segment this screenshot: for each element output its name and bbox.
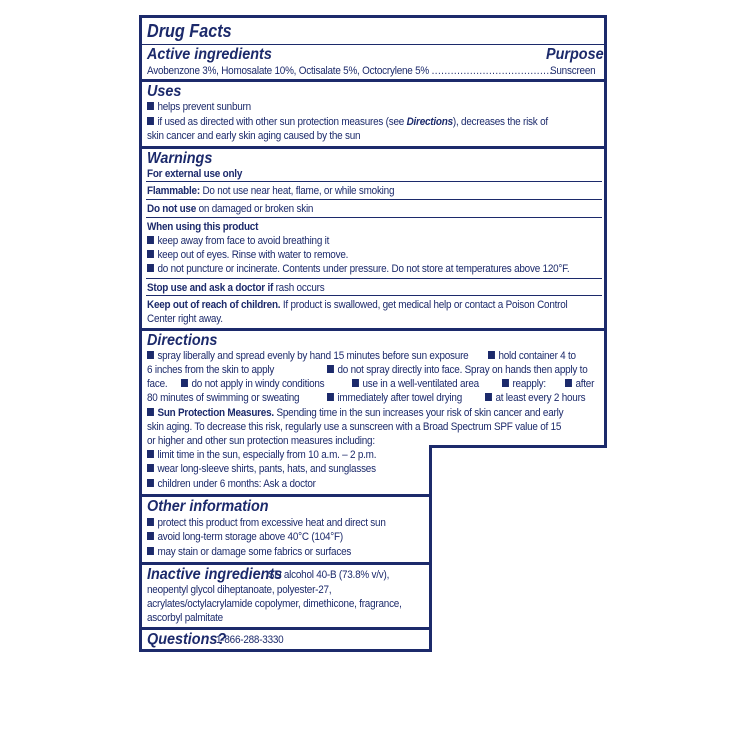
bullet-square-icon bbox=[502, 379, 509, 387]
inactive-heading: Inactive ingredients bbox=[147, 566, 283, 583]
warnings-wu1: keep away from face to avoid breathing it bbox=[147, 234, 329, 248]
divider-flammable bbox=[146, 199, 602, 200]
other-info-1: protect this product from excessive heat and direct sun bbox=[147, 516, 386, 530]
active-ingredients-heading: Active ingredients bbox=[147, 46, 272, 63]
questions-heading: Questions? bbox=[147, 631, 227, 648]
divider-directions bbox=[142, 494, 429, 497]
directions-line-2b: do not spray directly into face. Spray on hands then apply to bbox=[327, 363, 587, 377]
questions-phone: 1-866-288-3330 bbox=[216, 634, 284, 646]
divider-warnings bbox=[142, 328, 604, 331]
bullet-square-icon bbox=[147, 250, 154, 258]
directions-line-4a: 80 minutes of swimming or sweating bbox=[147, 392, 300, 404]
bullet-square-icon bbox=[147, 532, 154, 540]
directions-line-3d: reapply: bbox=[502, 377, 546, 391]
uses-item-2: if used as directed with other sun protection measures (see Directions), decreases the risk of bbox=[147, 115, 548, 129]
active-purpose-text: Sunscreen bbox=[550, 65, 596, 77]
bullet-square-icon bbox=[147, 236, 154, 244]
bullet-square-icon bbox=[147, 351, 154, 359]
purpose-heading: Purpose bbox=[546, 46, 604, 63]
warnings-donot: Do not use on damaged or broken skin bbox=[147, 203, 314, 215]
directions-heading: Directions bbox=[147, 332, 218, 349]
inactive-line-1: SD alcohol 40-B (73.8% v/v), bbox=[268, 569, 390, 581]
divider-active bbox=[142, 79, 604, 82]
bullet-square-icon bbox=[147, 547, 154, 555]
warnings-keep-out: Keep out of reach of children. If product is swallowed, get medical help or contact a Poison Control bbox=[147, 299, 568, 311]
directions-line-2: 6 inches from the skin to apply bbox=[147, 364, 275, 376]
bullet-square-icon bbox=[327, 365, 334, 373]
divider-title bbox=[142, 44, 604, 45]
active-ingredients-text bbox=[147, 64, 553, 78]
divider-stopuse bbox=[146, 295, 602, 296]
inactive-line-4: ascorbyl palmitate bbox=[147, 612, 223, 624]
inactive-line-2: neopentyl glycol diheptanoate, polyester-27, bbox=[147, 584, 332, 596]
warnings-wu2: keep out of eyes. Rinse with water to remove. bbox=[147, 248, 348, 262]
divider-inactive bbox=[142, 627, 429, 630]
directions-line-6: skin aging. To decrease this risk, regularly use a sunscreen with a Broad Spectrum SPF value of 15 bbox=[147, 421, 562, 433]
bullet-square-icon bbox=[147, 518, 154, 526]
directions-line-3b: do not apply in windy conditions bbox=[181, 377, 324, 391]
divider-donot bbox=[146, 217, 602, 218]
directions-line-4c: at least every 2 hours bbox=[485, 391, 585, 405]
warnings-external: For external use only bbox=[147, 168, 243, 180]
divider-uses bbox=[142, 146, 604, 149]
active-ingredients-list: Avobenzone 3%, Homosalate 10%, Octisalate 5%, Octocrylene 5% bbox=[147, 65, 430, 77]
bullet-square-icon bbox=[485, 393, 492, 401]
directions-line-7: or higher and other sun protection measures including: bbox=[147, 435, 375, 447]
inactive-line-3: acrylates/octylacrylamide copolymer, dimethicone, fragrance, bbox=[147, 598, 402, 610]
directions-line-3a: face. bbox=[147, 378, 168, 390]
bullet-square-icon bbox=[147, 450, 154, 458]
directions-bullet-3: children under 6 months: Ask a doctor bbox=[147, 477, 316, 491]
bullet-square-icon bbox=[352, 379, 359, 387]
directions-line-3c: use in a well-ventilated area bbox=[352, 377, 479, 391]
warnings-keep-out-cont: Center right away. bbox=[147, 313, 223, 325]
bullet-square-icon bbox=[327, 393, 334, 401]
other-info-2: avoid long-term storage above 40°C (104°F) bbox=[147, 530, 343, 544]
other-info-3: may stain or damage some fabrics or surfaces bbox=[147, 545, 351, 559]
directions-spm: Sun Protection Measures. Spending time in the sun increases your risk of skin cancer and early bbox=[147, 406, 563, 420]
bullet-square-icon bbox=[565, 379, 572, 387]
warnings-wu3: do not puncture or incinerate. Contents under pressure. Do not store at temperatures above 120°F. bbox=[147, 262, 569, 276]
uses-item-1: helps prevent sunburn bbox=[147, 100, 251, 114]
directions-bullet-1: limit time in the sun, especially from 10 a.m. – 2 p.m. bbox=[147, 448, 376, 462]
page-title: Drug Facts bbox=[147, 21, 232, 41]
bullet-square-icon bbox=[147, 102, 154, 110]
bullet-square-icon bbox=[147, 264, 154, 272]
warnings-flammable: Flammable: Do not use near heat, flame, or while smoking bbox=[147, 185, 395, 197]
divider-external bbox=[146, 181, 602, 182]
directions-line-1: spray liberally and spread evenly by hand 15 minutes before sun exposure bbox=[147, 349, 468, 363]
divider-whenusing bbox=[146, 278, 602, 279]
bullet-square-icon bbox=[181, 379, 188, 387]
bullet-square-icon bbox=[147, 408, 154, 416]
active-dot-leader: ...................................... bbox=[431, 65, 553, 77]
directions-bullet-2: wear long-sleeve shirts, pants, hats, and sunglasses bbox=[147, 462, 376, 476]
bullet-square-icon bbox=[147, 479, 154, 487]
other-info-heading: Other information bbox=[147, 498, 269, 515]
directions-line-1b: hold container 4 to bbox=[488, 349, 576, 363]
directions-line-4b: immediately after towel drying bbox=[327, 391, 462, 405]
uses-heading: Uses bbox=[147, 83, 182, 100]
bullet-square-icon bbox=[488, 351, 495, 359]
warnings-stop-use: Stop use and ask a doctor if rash occurs bbox=[147, 282, 325, 294]
warnings-when-using: When using this product bbox=[147, 221, 259, 233]
uses-item-2-cont: skin cancer and early skin aging caused by the sun bbox=[147, 130, 361, 142]
warnings-heading: Warnings bbox=[147, 150, 213, 167]
bullet-square-icon bbox=[147, 464, 154, 472]
bullet-square-icon bbox=[147, 117, 154, 125]
divider-other bbox=[142, 562, 429, 565]
directions-line-3e: after bbox=[565, 377, 594, 391]
